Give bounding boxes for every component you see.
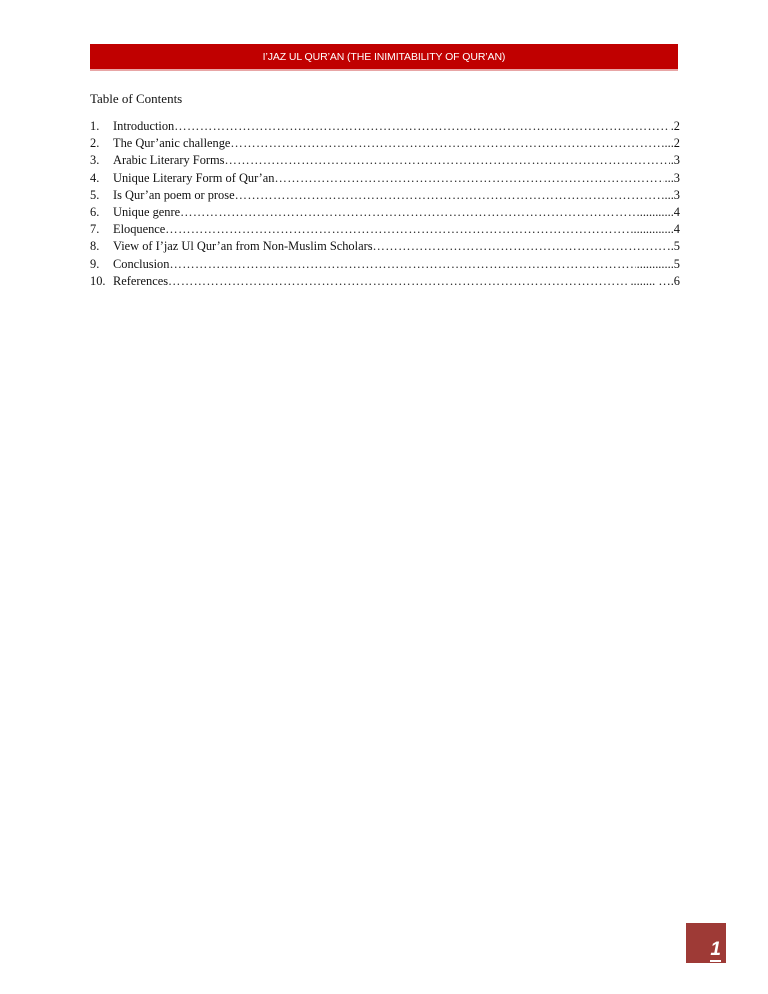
toc-heading: Table of Contents [90, 91, 183, 106]
header-bar [90, 44, 678, 71]
toc-entry-page: .2 [670, 119, 680, 133]
toc-entry-page: ........ ….6 [630, 273, 680, 288]
toc-entry-page: .3 [670, 153, 680, 168]
toc-dot-leader [180, 204, 639, 221]
toc-entry-page: ...2 [664, 136, 680, 151]
toc-entry-poem-or-prose[interactable] [90, 187, 680, 204]
toc-entry-number: 2. [90, 136, 100, 151]
toc-entry-number: 4. [90, 170, 100, 185]
toc-entry-label: The Qur’anic challenge [113, 136, 231, 151]
toc-entry-number: 3. [90, 153, 100, 168]
toc-entry-page: ............5 [636, 256, 680, 271]
toc-entry-label: Is Qur’an poem or prose [113, 187, 235, 202]
toc-entry-label: View of I’jaz Ul Qur’an from Non-Muslim Scholars [113, 239, 373, 254]
toc-entry-label: Arabic Literary Forms [113, 153, 225, 168]
toc-entry-number: 7. [90, 222, 100, 237]
toc-entry-page: .............4 [633, 222, 680, 237]
toc-entry-label: Introduction [113, 119, 175, 133]
toc-dot-leader [230, 135, 663, 152]
toc-entry-quranic-challenge[interactable] [90, 135, 680, 152]
toc-entry-label: Eloquence [113, 222, 166, 237]
toc-entry-number: 1. [90, 119, 100, 133]
toc-entry-arabic-literary-forms[interactable] [90, 152, 680, 169]
toc-entry-page: ...........4 [639, 204, 680, 219]
document-title: I’JAZ UL QUR’AN (THE INIMITABILITY OF QUR’AN) [262, 50, 506, 63]
toc-entry-number: 8. [90, 239, 100, 254]
toc-dot-leader [174, 118, 669, 135]
toc-dot-leader [224, 152, 669, 169]
toc-entry-label: References [113, 273, 169, 288]
toc-dot-leader [373, 238, 670, 255]
toc-dot-leader [275, 170, 664, 187]
toc-entry-label: Unique Literary Form of Qur’an [113, 170, 275, 185]
toc-list [90, 118, 680, 290]
toc-entry-introduction[interactable] [90, 118, 680, 135]
toc-entry-unique-genre[interactable] [90, 204, 680, 221]
toc-entry-label: Unique genre [113, 204, 181, 219]
toc-entry-number: 5. [90, 187, 100, 202]
toc-entry-number: 6. [90, 204, 100, 219]
toc-entry-number: 9. [90, 256, 100, 271]
toc-entry-page: ...3 [664, 187, 680, 202]
toc-entry-unique-literary-form[interactable] [90, 170, 680, 187]
toc-entry-non-muslim-scholars[interactable] [90, 238, 680, 255]
toc-dot-leader [235, 187, 664, 204]
toc-entry-page: .5 [670, 239, 680, 254]
toc-entry-page: ...3 [664, 170, 680, 185]
toc-entry-conclusion[interactable] [90, 256, 680, 273]
toc-entry-eloquence[interactable] [90, 221, 680, 238]
page-number: 1 [710, 939, 721, 960]
toc-dot-leader [169, 256, 635, 273]
toc-dot-leader [165, 221, 632, 238]
toc-entry-label: Conclusion [113, 256, 170, 271]
toc-entry-number: 10. [90, 273, 106, 288]
toc-entry-references[interactable] [90, 273, 680, 290]
toc-dot-leader [168, 273, 629, 290]
page-number-badge [686, 923, 726, 963]
